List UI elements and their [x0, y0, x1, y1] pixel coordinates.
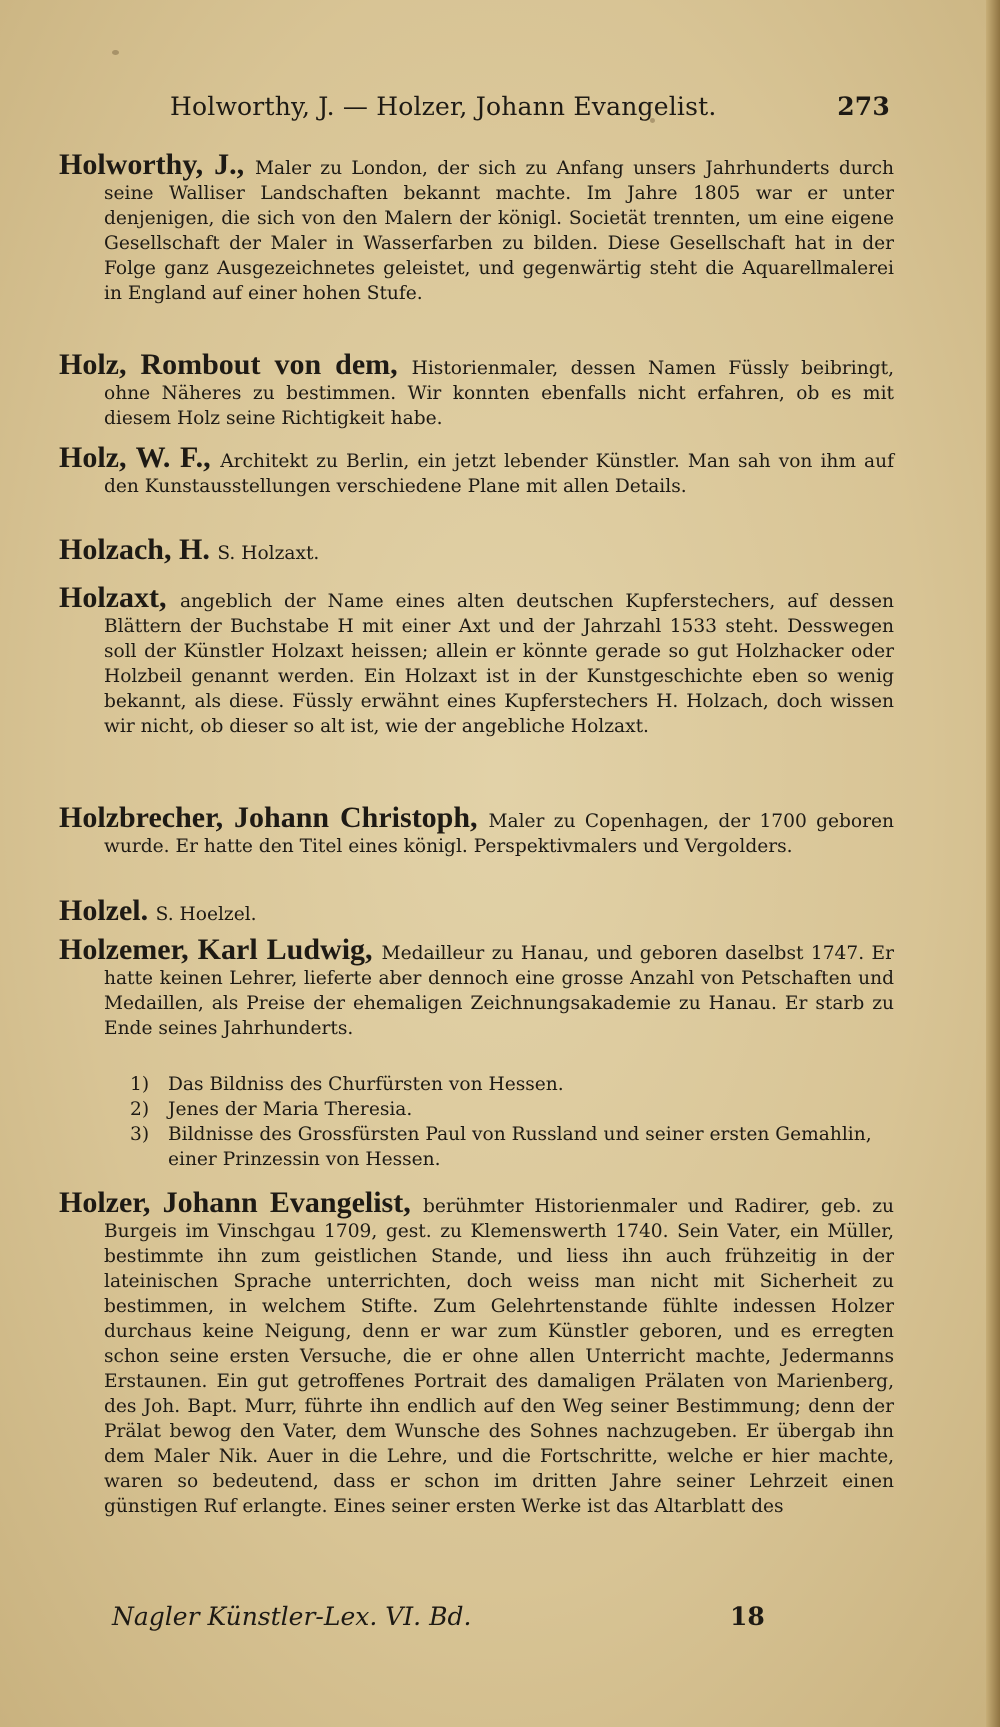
signature-mark: 18 — [730, 1602, 765, 1631]
entry-text: Maler zu Copenhagen, der 1700 geboren wurde. Er hatte den Titel eines königl. Perspektivmalers und Vergolders. — [104, 811, 894, 857]
entry-text: S. Hoelzel. — [155, 904, 257, 925]
list-number: 1) — [130, 1074, 150, 1095]
entry-text: Architekt zu Berlin, ein jetzt lebender Künstler. Man sah von ihm auf den Kunstausstellungen verschiedene Plane mit allen Details. — [104, 451, 895, 497]
list-item — [130, 1072, 890, 1097]
entry-holzel — [59, 894, 894, 927]
entry-text: S. Holzaxt. — [217, 543, 320, 564]
entry-holzer — [59, 1186, 894, 1519]
entry-headword: Holz, W. F., — [59, 441, 221, 474]
list-text: Das Bildniss des Churfürsten von Hessen. — [168, 1074, 564, 1095]
page-spine-shadow — [986, 0, 1000, 1727]
list-item — [130, 1097, 890, 1122]
entry-holz-rombout — [59, 348, 894, 431]
entry-text: angeblich der Name eines alten deutschen Kupferstechers, auf dessen Blättern der Buchstabe H mit einer Axt und der Jahrzahl 1533 steht. Desswegen soll der Künstler Holzaxt heissen; allein er könnte gerade so gut Holzhacker oder Holzbeil genannt werden. Ein Holzaxt ist in der Kunstgeschichte eben so wenig bekannt, als diese. Füssly erwähnt eines Kupferstechers H. Holzach, doch wissen wir nicht, ob dieser so alt ist, wie der angebliche Holzaxt. — [104, 591, 894, 737]
page-footer — [112, 1602, 792, 1636]
page-stain — [112, 50, 119, 55]
list-number: 2) — [130, 1099, 150, 1120]
entry-holz-wf — [59, 441, 895, 499]
entry-holzach — [59, 533, 894, 566]
entry-text: Medailleur zu Hanau, und geboren daselbst 1747. Er hatte keinen Lehrer, lieferte aber dennoch eine grosse Anzahl von Petschaften und Medaillen, als Preise der ehemaligen Zeichnungsakademie zu Hanau. Er starb zu Ende seines Jahrhunderts. — [104, 943, 894, 1039]
page-number: 273 — [837, 92, 890, 121]
entry-headword: Holz, Rombout von dem, — [59, 348, 412, 381]
entry-text: Maler zu London, der sich zu Anfang unsers Jahrhunderts durch seine Walliser Landschaften bekannt machte. Im Jahre 1805 war er unter denjenigen, die sich von den Malern der königl. Societät trennten, um eine eigene Gesellschaft der Maler in Wasserfarben zu bilden. Diese Gesellschaft hat in der Folge ganz Ausgezeichnetes geleistet, und gegenwärtig steht die Aquarellmalerei in England auf einer hohen Stufe. — [104, 158, 895, 304]
entry-holworthy — [59, 148, 895, 306]
entry-holzaxt — [59, 581, 894, 739]
list-item — [130, 1122, 890, 1172]
footer-title: Nagler Künstler-Lex. VI. Bd. — [112, 1602, 472, 1631]
entry-text: berühmter Historienmaler und Radirer, geb. zu Burgeis im Vinschgau 1709, gest. zu Klemenswerth 1740. Sein Vater, ein Müller, bestimmte ihn zum geistlichen Stande, und liess ihn auch frühzeitig in der lateinischen Sprache unterrichten, doch weiss man nicht mit Sicherheit zu bestimmen, in welchem Stifte. Zum Gelehrtenstande fühlte indessen Holzer durchaus keine Neigung, denn er war zum Künstler geboren, und es erregten schon seine ersten Versuche, die er ohne allen Unterricht machte, Jedermanns Erstaunen. Ein gut getroffenes Portrait des damaligen Prälaten von Marienberg, des Joh. Bapt. Murr, führte ihn endlich auf den Weg seiner Bestimmung; denn der Prälat bewog den Vater, dem Wunsche des Sohnes nachzugeben. Er übergab ihn dem Maler Nik. Auer in die Lehre, und die Fortschritte, welche er hier machte, waren so bedeutend, dass er schon im dritten Jahre seiner Lehrzeit einen günstigen Ruf erlangte. Eines seiner ersten Werke ist das Altarblatt des — [104, 1196, 894, 1517]
entry-holzemer — [59, 933, 894, 1041]
entry-headword: Holzer, Johann Evangelist, — [59, 1186, 423, 1219]
entry-headword: Holzaxt, — [59, 581, 180, 614]
entry-headword: Holzemer, Karl Ludwig, — [59, 933, 382, 966]
entry-headword: Holzach, H. — [59, 533, 218, 566]
list-text: Bildnisse des Grossfürsten Paul von Russland und seiner ersten Gemahlin, einer Prinzessin von Hessen. — [168, 1124, 872, 1170]
running-header — [170, 92, 890, 132]
works-list — [130, 1072, 890, 1172]
entry-text: Historienmaler, dessen Namen Füssly beibringt, ohne Näheres zu bestimmen. Wir konnten ebenfalls nicht erfahren, ob es mit diesem Holz seine Richtigkeit habe. — [104, 358, 894, 429]
list-number: 3) — [130, 1124, 150, 1145]
entry-holzbrecher — [59, 801, 894, 859]
entry-headword: Holworthy, J., — [59, 148, 255, 181]
entry-headword: Holzbrecher, Johann Christoph, — [59, 801, 489, 834]
list-text: Jenes der Maria Theresia. — [168, 1099, 413, 1120]
entry-headword: Holzel. — [59, 894, 156, 927]
header-title: Holworthy, J. — Holzer, Johann Evangelist. — [170, 92, 717, 121]
